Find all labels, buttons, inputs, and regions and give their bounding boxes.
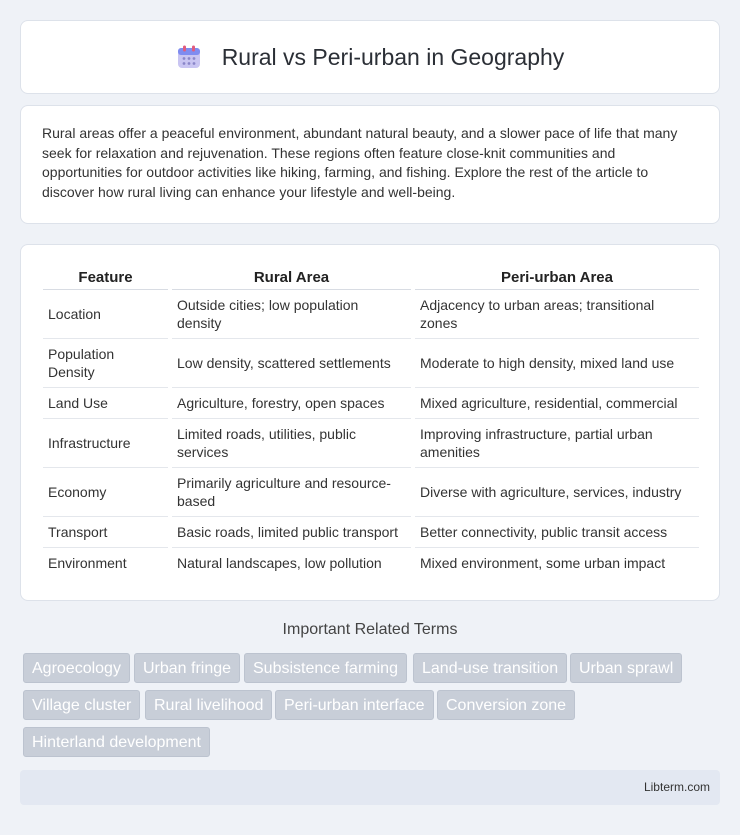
header-peri-urban: Peri-urban Area xyxy=(413,265,699,289)
title-card xyxy=(20,20,720,94)
cell-feature: Environment xyxy=(48,554,127,571)
cell-feature: Transport xyxy=(43,516,170,547)
table-row xyxy=(43,547,699,578)
cell-peri-urban: Better connectivity, public transit access xyxy=(413,516,699,547)
cell-feature: Infrastructure xyxy=(43,418,170,467)
footer-brand[interactable]: Libterm.com xyxy=(643,780,710,794)
cell-peri-urban: Mixed environment, some urban impact xyxy=(413,547,699,578)
cell-rural: Basic roads, limited public transport xyxy=(170,516,413,547)
cell-peri-urban: Moderate to high density, mixed land use xyxy=(413,338,699,387)
comparison-card xyxy=(20,244,720,601)
tag-rural-livelihood[interactable]: Rural livelihood xyxy=(145,690,272,720)
tag-urban-fringe[interactable]: Urban fringe xyxy=(134,653,240,683)
header-feature: Feature xyxy=(43,265,170,289)
cell-feature: Location xyxy=(43,289,170,338)
page-title: Rural vs Peri-urban in Geography xyxy=(221,43,565,70)
tag-agroecology[interactable]: Agroecology xyxy=(23,653,130,683)
cell-rural: Natural landscapes, low pollution xyxy=(170,547,413,578)
table-row xyxy=(43,289,699,338)
table-header-row xyxy=(43,265,699,289)
table-row xyxy=(43,467,699,516)
table-row xyxy=(43,338,699,387)
tag-land-use-transition[interactable]: Land-use transition xyxy=(413,653,567,683)
calendar-icon xyxy=(176,44,202,70)
tag-urban-sprawl[interactable]: Urban sprawl xyxy=(570,653,682,683)
intro-card xyxy=(20,105,720,224)
tag-conversion-zone[interactable]: Conversion zone xyxy=(437,690,575,720)
tag-subsistence-farming[interactable]: Subsistence farming xyxy=(244,653,407,683)
table-row xyxy=(43,418,699,467)
tag-peri-urban-interface[interactable]: Peri-urban interface xyxy=(275,690,434,720)
tag-village-cluster[interactable]: Village cluster xyxy=(23,690,140,720)
cell-peri-urban: Diverse with agriculture, services, industry xyxy=(413,467,699,516)
table-row xyxy=(43,387,699,418)
cell-peri-urban: Mixed agriculture, residential, commercial xyxy=(413,387,699,418)
related-terms-title: Important Related Terms xyxy=(282,621,458,638)
footer xyxy=(20,770,720,805)
table-row xyxy=(43,516,699,547)
cell-peri-urban: Improving infrastructure, partial urban amenities xyxy=(413,418,699,467)
cell-feature: Population Density xyxy=(43,338,170,387)
cell-rural: Agriculture, forestry, open spaces xyxy=(170,387,413,418)
comparison-table xyxy=(43,265,699,578)
header-rural: Rural Area xyxy=(170,265,413,289)
tag-hinterland-development[interactable]: Hinterland development xyxy=(23,727,210,757)
cell-rural: Primarily agriculture and resource-based xyxy=(170,467,413,516)
cell-rural: Low density, scattered settlements xyxy=(170,338,413,387)
cell-rural: Outside cities; low population density xyxy=(170,289,413,338)
intro-text: Rural areas offer a peaceful environment, abundant natural beauty, and a slower pace of life that many seek for relaxation and rejuvenation. These regions often feature close-knit communities and opportunities for outdoor activities like hiking, farming, and fishing. Explore the rest of the article to discover how rural living can enhance your lifestyle and well-being. xyxy=(42,125,678,200)
cell-feature: Land Use xyxy=(43,387,170,418)
cell-rural: Limited roads, utilities, public services xyxy=(170,418,413,467)
cell-feature: Economy xyxy=(43,467,170,516)
cell-peri-urban: Adjacency to urban areas; transitional zones xyxy=(413,289,699,338)
